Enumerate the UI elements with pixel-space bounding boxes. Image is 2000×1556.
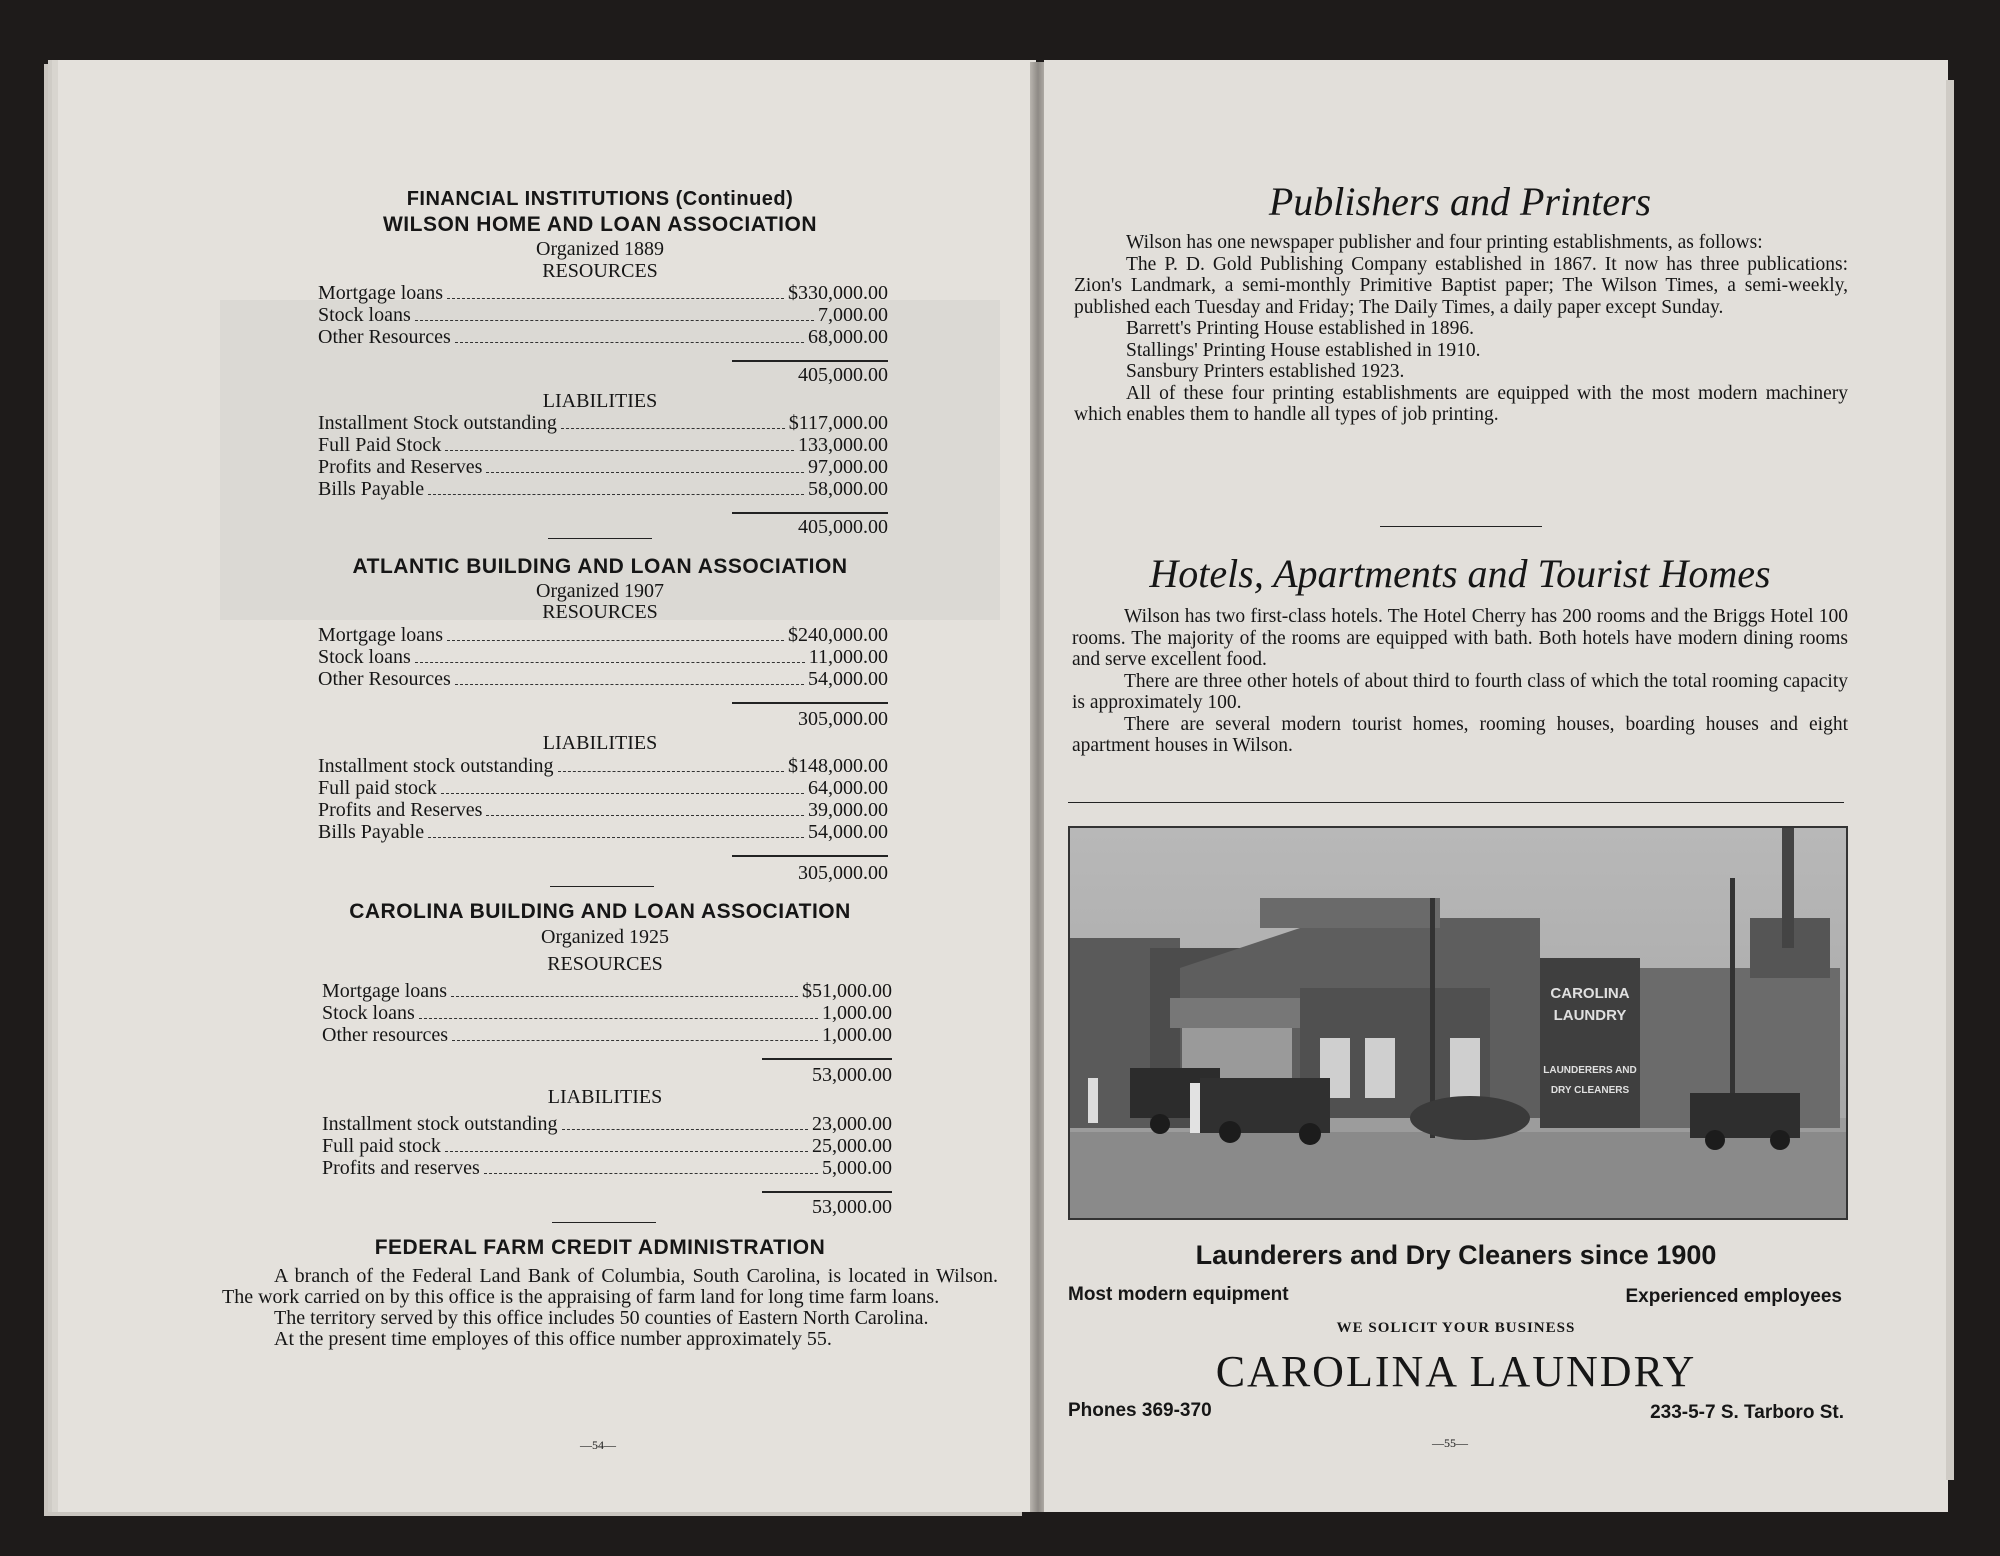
- federal-title: FEDERAL FARM CREDIT ADMINISTRATION: [374, 1236, 826, 1259]
- photo-sign-line: DRY CLEANERS: [1550, 1085, 1630, 1096]
- page-number-left: —54—: [580, 1438, 616, 1452]
- federal-paragraph: A branch of the Federal Land Bank of Columbia, South Carolina, is located in Wilson. The work carried on by this office is the appraising of farm land for long time farm loans.: [222, 1265, 998, 1308]
- row-label: Stock loans: [318, 304, 411, 326]
- row-value: $240,000.00: [788, 624, 888, 646]
- row-label: Mortgage loans: [318, 624, 443, 646]
- wilson-organized: Organized 1889: [536, 238, 664, 260]
- hotels-heading: Hotels, Apartments and Tourist Homes: [1149, 551, 1771, 596]
- publishers-heading: Publishers and Printers: [1268, 179, 1652, 224]
- row-value: $51,000.00: [802, 980, 892, 1002]
- publishers-paragraph: The P. D. Gold Publishing Company established in 1867. It now has three publications: Zion's Landmark, a semi-monthly Primitive Baptist paper; The Wilson Times, a semi-weekly, published each Tuesday and Friday; The Daily Times, a daily paper except Sunday.: [1074, 253, 1848, 318]
- sum-rule: [732, 702, 888, 704]
- publishers-paragraph: Barrett's Printing House established in 1896.: [1126, 318, 1474, 339]
- row-label: Other Resources: [318, 326, 451, 348]
- row-value: $148,000.00: [788, 755, 888, 777]
- carolina-resources-total: 53,000.00: [812, 1064, 892, 1086]
- federal-paragraph: At the present time employes of this office number approximately 55.: [274, 1328, 832, 1350]
- sum-rule: [732, 855, 888, 857]
- atlantic-resource-row: [318, 646, 888, 669]
- publishers-paragraph: Stallings' Printing House established in 1910.: [1126, 339, 1481, 361]
- photo-sign-line: LAUNDRY: [1553, 1007, 1627, 1024]
- ad-phones: Phones 369-370: [1068, 1400, 1212, 1421]
- atlantic-liabilities-total: 305,000.00: [798, 862, 888, 884]
- ad-left-feature: Most modern equipment: [1068, 1284, 1289, 1305]
- section-divider: [550, 886, 654, 887]
- wilson-title: WILSON HOME AND LOAN ASSOCIATION: [382, 213, 818, 236]
- row-value: 1,000.00: [822, 1024, 892, 1046]
- ad-tagline: Launderers and Dry Cleaners since 1900: [1195, 1240, 1717, 1270]
- row-value: 133,000.00: [798, 434, 888, 456]
- ad-company-name: CAROLINA LAUNDRY: [1215, 1347, 1697, 1396]
- wilson-liability-row: [318, 456, 888, 479]
- atlantic-resources-label: RESOURCES: [542, 601, 658, 623]
- wilson-resource-row: [318, 326, 888, 349]
- laundry-photo-drawing: [1070, 828, 1846, 1218]
- carolina-liability-row: [322, 1135, 892, 1158]
- carolina-liability-row: [322, 1113, 892, 1136]
- row-label: Bills Payable: [318, 821, 425, 843]
- wilson-liabilities-label: LIABILITIES: [542, 390, 658, 412]
- wilson-resource-row: [318, 282, 888, 305]
- atlantic-liabilities-label: LIABILITIES: [542, 732, 658, 754]
- photo-sign-line: LAUNDERERS AND: [1543, 1065, 1637, 1076]
- atlantic-resources-total: 305,000.00: [798, 708, 888, 730]
- atlantic-title: ATLANTIC BUILDING AND LOAN ASSOCIATION: [352, 555, 848, 578]
- row-value: 1,000.00: [822, 1002, 892, 1024]
- row-value: 64,000.00: [808, 777, 888, 799]
- publishers-paragraph: Sansbury Printers established 1923.: [1126, 361, 1405, 382]
- wilson-resource-row: [318, 304, 888, 327]
- row-label: Full paid stock: [322, 1135, 441, 1157]
- row-label: Full paid stock: [318, 777, 437, 799]
- section-continued-heading: FINANCIAL INSTITUTIONS (Continued): [406, 188, 794, 210]
- row-value: $117,000.00: [788, 412, 888, 434]
- row-label: Mortgage loans: [318, 282, 443, 304]
- row-value: 7,000.00: [818, 304, 888, 326]
- row-label: Stock loans: [318, 646, 411, 668]
- sum-rule: [762, 1191, 892, 1193]
- carolina-liability-row: [322, 1157, 892, 1180]
- wilson-liability-row: [318, 478, 888, 501]
- carolina-resources-label: RESOURCES: [547, 953, 663, 975]
- carolina-resource-row: [322, 980, 892, 1003]
- hotels-body: [1072, 606, 1848, 757]
- row-label: Full Paid Stock: [318, 434, 442, 456]
- sum-rule: [732, 360, 888, 362]
- section-divider: [552, 1222, 656, 1223]
- federal-body: [222, 1266, 998, 1350]
- federal-paragraph: The territory served by this office includes 50 counties of Eastern North Carolina.: [274, 1307, 929, 1329]
- row-value: 25,000.00: [812, 1135, 892, 1157]
- hotels-paragraph: There are several modern tourist homes, rooming houses, boarding houses and eight apartment houses in Wilson.: [1072, 713, 1848, 756]
- carolina-organized: Organized 1925: [541, 926, 669, 948]
- row-label: Profits and Reserves: [318, 456, 483, 478]
- section-divider: [1380, 526, 1542, 527]
- ad-address: 233-5-7 S. Tarboro St.: [1650, 1402, 1844, 1423]
- wilson-liability-row: [318, 434, 888, 457]
- hotels-paragraph: Wilson has two first-class hotels. The Hotel Cherry has 200 rooms and the Briggs Hotel 100 rooms. The majority of the rooms are equipped with bath. Both hotels have modern dining rooms and serve excellent food.: [1072, 606, 1848, 670]
- atlantic-organized: Organized 1907: [536, 580, 664, 602]
- carolina-resource-row: [322, 1002, 892, 1025]
- wilson-resources-total: 405,000.00: [798, 364, 888, 386]
- row-value: 39,000.00: [808, 799, 888, 821]
- row-label: Installment stock outstanding: [322, 1113, 558, 1135]
- atlantic-liability-row: [318, 821, 888, 844]
- atlantic-liability-row: [318, 799, 888, 822]
- row-label: Profits and Reserves: [318, 799, 483, 821]
- atlantic-liability-row: [318, 777, 888, 800]
- page-edge: [1946, 80, 1954, 1480]
- row-value: 97,000.00: [808, 456, 888, 478]
- wilson-liabilities-total: 405,000.00: [798, 516, 888, 538]
- photo-sign-line: CAROLINA: [1550, 985, 1630, 1002]
- sum-rule: [762, 1058, 892, 1060]
- ad-right-feature: Experienced employees: [1625, 1286, 1842, 1307]
- carolina-resource-row: [322, 1024, 892, 1047]
- row-label: Bills Payable: [318, 478, 425, 500]
- section-divider: [548, 538, 652, 539]
- row-label: Installment stock outstanding: [318, 755, 554, 777]
- laundry-photo: [1068, 826, 1848, 1220]
- row-label: Installment Stock outstanding: [318, 412, 557, 434]
- publishers-paragraph: All of these four printing establishments are equipped with the most modern machinery which enables them to handle all types of job printing.: [1074, 382, 1848, 425]
- row-label: Mortgage loans: [322, 980, 447, 1002]
- row-label: Profits and reserves: [322, 1157, 480, 1179]
- carolina-liabilities-total: 53,000.00: [812, 1196, 892, 1218]
- sum-rule: [732, 512, 888, 514]
- row-value: 54,000.00: [808, 821, 888, 843]
- publishers-body: [1074, 232, 1848, 426]
- row-label: Other resources: [322, 1024, 449, 1046]
- hotels-paragraph: There are three other hotels of about third to fourth class of which the total rooming capacity is approximately 100.: [1072, 670, 1848, 713]
- wilson-liability-row: [318, 412, 888, 435]
- page-number-right: —55—: [1432, 1436, 1468, 1450]
- publishers-paragraph: Wilson has one newspaper publisher and four printing establishments, as follows:: [1126, 232, 1763, 253]
- row-value: 5,000.00: [822, 1157, 892, 1179]
- atlantic-liability-row: [318, 755, 888, 778]
- row-label: Other Resources: [318, 668, 451, 690]
- row-value: $330,000.00: [788, 282, 888, 304]
- row-value: 11,000.00: [808, 646, 888, 668]
- row-value: 23,000.00: [812, 1113, 892, 1135]
- carolina-liabilities-label: LIABILITIES: [547, 1086, 663, 1108]
- wilson-resources-label: RESOURCES: [542, 260, 658, 282]
- atlantic-resource-row: [318, 624, 888, 647]
- row-label: Stock loans: [322, 1002, 415, 1024]
- ad-solicit: WE SOLICIT YOUR BUSINESS: [1336, 1320, 1576, 1336]
- row-value: 68,000.00: [808, 326, 888, 348]
- ad-top-rule: [1068, 802, 1844, 803]
- row-value: 58,000.00: [808, 478, 888, 500]
- carolina-title: CAROLINA BUILDING AND LOAN ASSOCIATION: [349, 900, 851, 923]
- atlantic-resource-row: [318, 668, 888, 691]
- row-value: 54,000.00: [808, 668, 888, 690]
